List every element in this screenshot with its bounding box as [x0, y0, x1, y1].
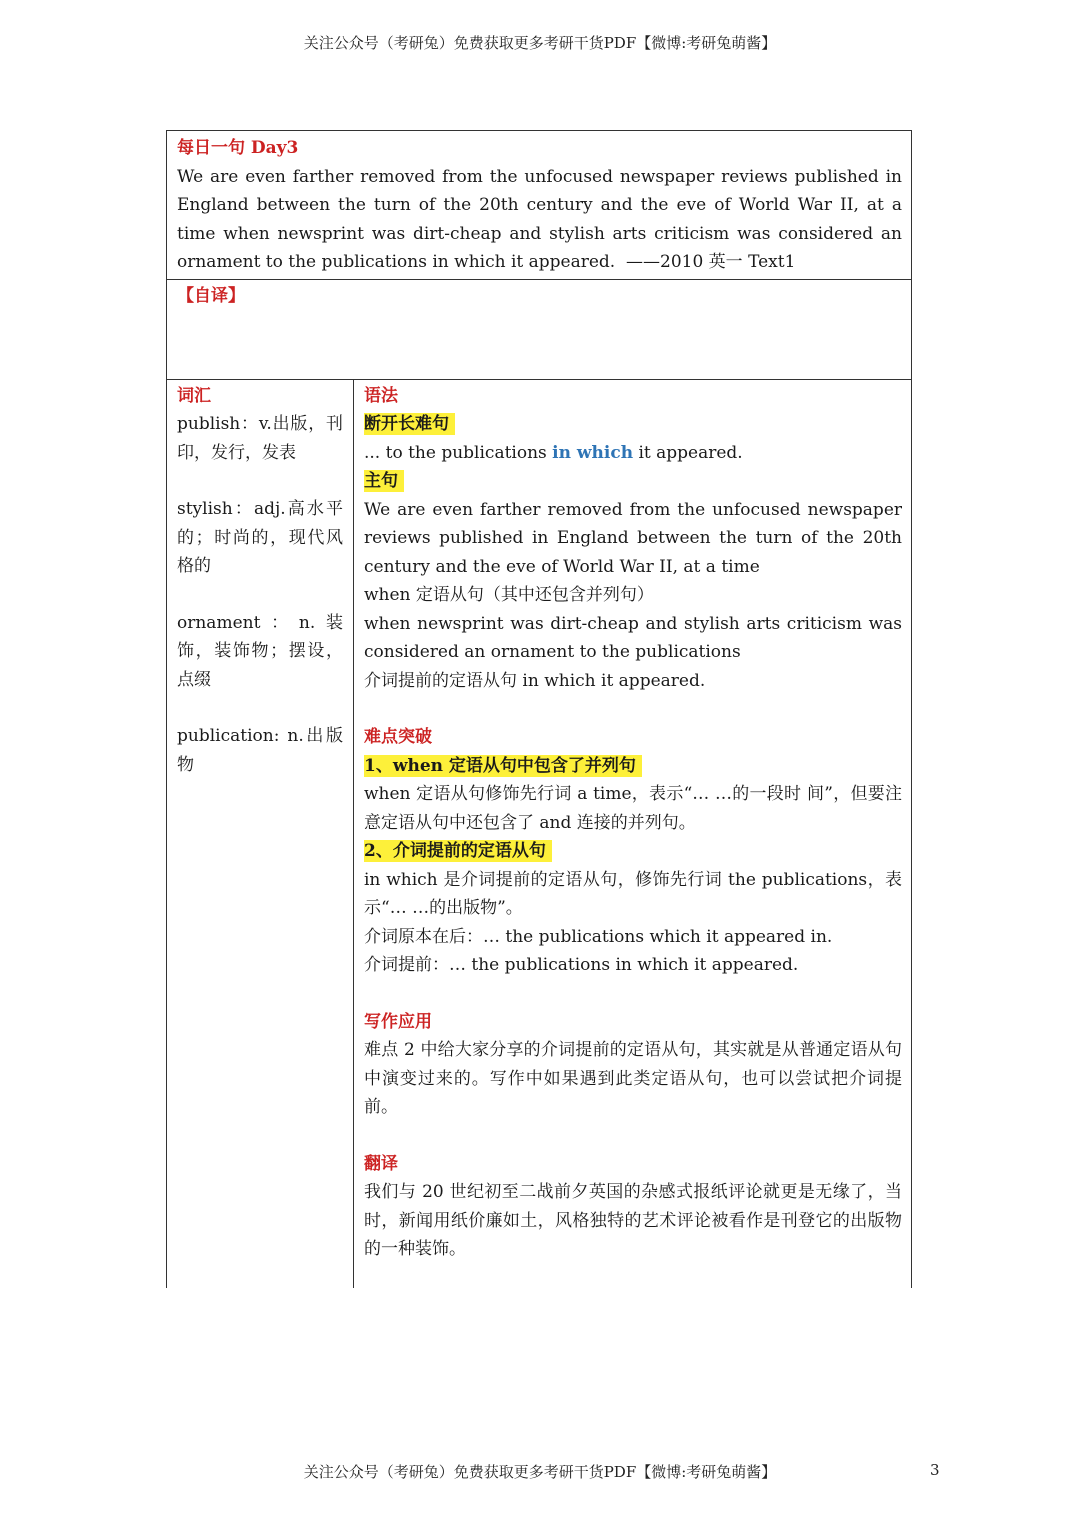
- vocab-item: publish：v.出版，刊印，发行，发表: [177, 414, 343, 463]
- sentence-source: ——2010 英一 Text1: [626, 252, 796, 272]
- page-footer: 关注公众号（考研兔）免费获取更多考研干货PDF【微博:考研兔萌酱】: [303, 1463, 777, 1481]
- study-table: [166, 130, 912, 1288]
- vocab-column: [167, 380, 354, 1288]
- writing-title: 写作应用: [364, 1011, 432, 1032]
- vocab-title: 词汇: [177, 385, 211, 406]
- vocab-item: ornament：n.装饰，装饰物；摆设，点缀: [177, 612, 343, 690]
- main-clause-heading: 主句: [364, 470, 404, 492]
- prep-clause-label: 介词提前的定语从句 in which it appeared.: [364, 670, 706, 691]
- main-clause-text: We are even farther removed from the unfocused newspaper reviews published in England between the turn of the 20th century and the eve of World War II, at a time: [364, 499, 902, 577]
- moved-example: 介词提前：… the publications in which it appeared.: [364, 955, 799, 975]
- break-highlight: in which: [552, 442, 634, 463]
- point1-text: when 定语从句修饰先行词 a time，表示“… …的一段时 间”，但要注意定语从句中还包含了 and 连接的并列句。: [364, 784, 902, 833]
- writing-text: 难点 2 中给大家分享的介词提前的定语从句，其实就是从普通定语从句中演变过来的。写作中如果遇到此类定语从句，也可以尝试把介词提前。: [364, 1040, 902, 1117]
- point2-heading: 2、介词提前的定语从句: [364, 840, 552, 862]
- point2-text: in which 是介词提前的定语从句，修饰先行词 the publications，表示“… …的出版物”。: [364, 869, 902, 918]
- break-sentence-line: [364, 439, 902, 468]
- self-translation-title: 【自译】: [177, 285, 245, 306]
- grammar-column: [354, 380, 911, 1288]
- sentence-text: [177, 163, 902, 277]
- when-clause-label: when 定语从句（其中还包含并列句）: [364, 585, 654, 605]
- translation-title: 翻译: [364, 1153, 398, 1174]
- translation-text: 我们与 20 世纪初至二战前夕英国的杂感式报纸评论就更是无缘了，当时，新闻用纸价廉如土，风格独特的艺术评论被看作是刊登它的出版物的一种装饰。: [364, 1182, 902, 1259]
- original-example: 介词原本在后：… the publications which it appeared in.: [364, 926, 833, 947]
- break-post: it appeared.: [633, 442, 743, 463]
- sentence-body: We are even farther removed from the unfocused newspaper reviews published in England between the turn of the 20th century and the eve of World War II, at a time when newsprint was dirt-cheap and stylish arts criticism was considered an ornament to the publications in which it appeared.: [177, 166, 902, 272]
- vocab-item: stylish：adj.高水平的；时尚的，现代风格的: [177, 499, 343, 576]
- sentence-cell: [167, 131, 911, 280]
- when-clause-text: when newsprint was dirt-cheap and stylish arts criticism was considered an ornament to the publications: [364, 613, 902, 662]
- sentence-title: 每日一句 Day3: [177, 138, 299, 158]
- point1-heading: 1、when 定语从句中包含了并列句: [364, 755, 642, 777]
- break-pre: ... to the publications: [364, 442, 553, 463]
- page-header: 关注公众号（考研兔）免费获取更多考研干货PDF【微博:考研兔萌酱】: [303, 34, 777, 52]
- vocab-item: publication: n.出版物: [177, 726, 343, 775]
- difficulty-title: 难点突破: [364, 727, 432, 747]
- break-sentence-heading: 断开长难句: [364, 413, 455, 435]
- analysis-row: [167, 380, 911, 1288]
- self-translation-cell: [167, 280, 911, 380]
- grammar-title: 语法: [364, 385, 398, 406]
- page-number: 3: [930, 1461, 940, 1479]
